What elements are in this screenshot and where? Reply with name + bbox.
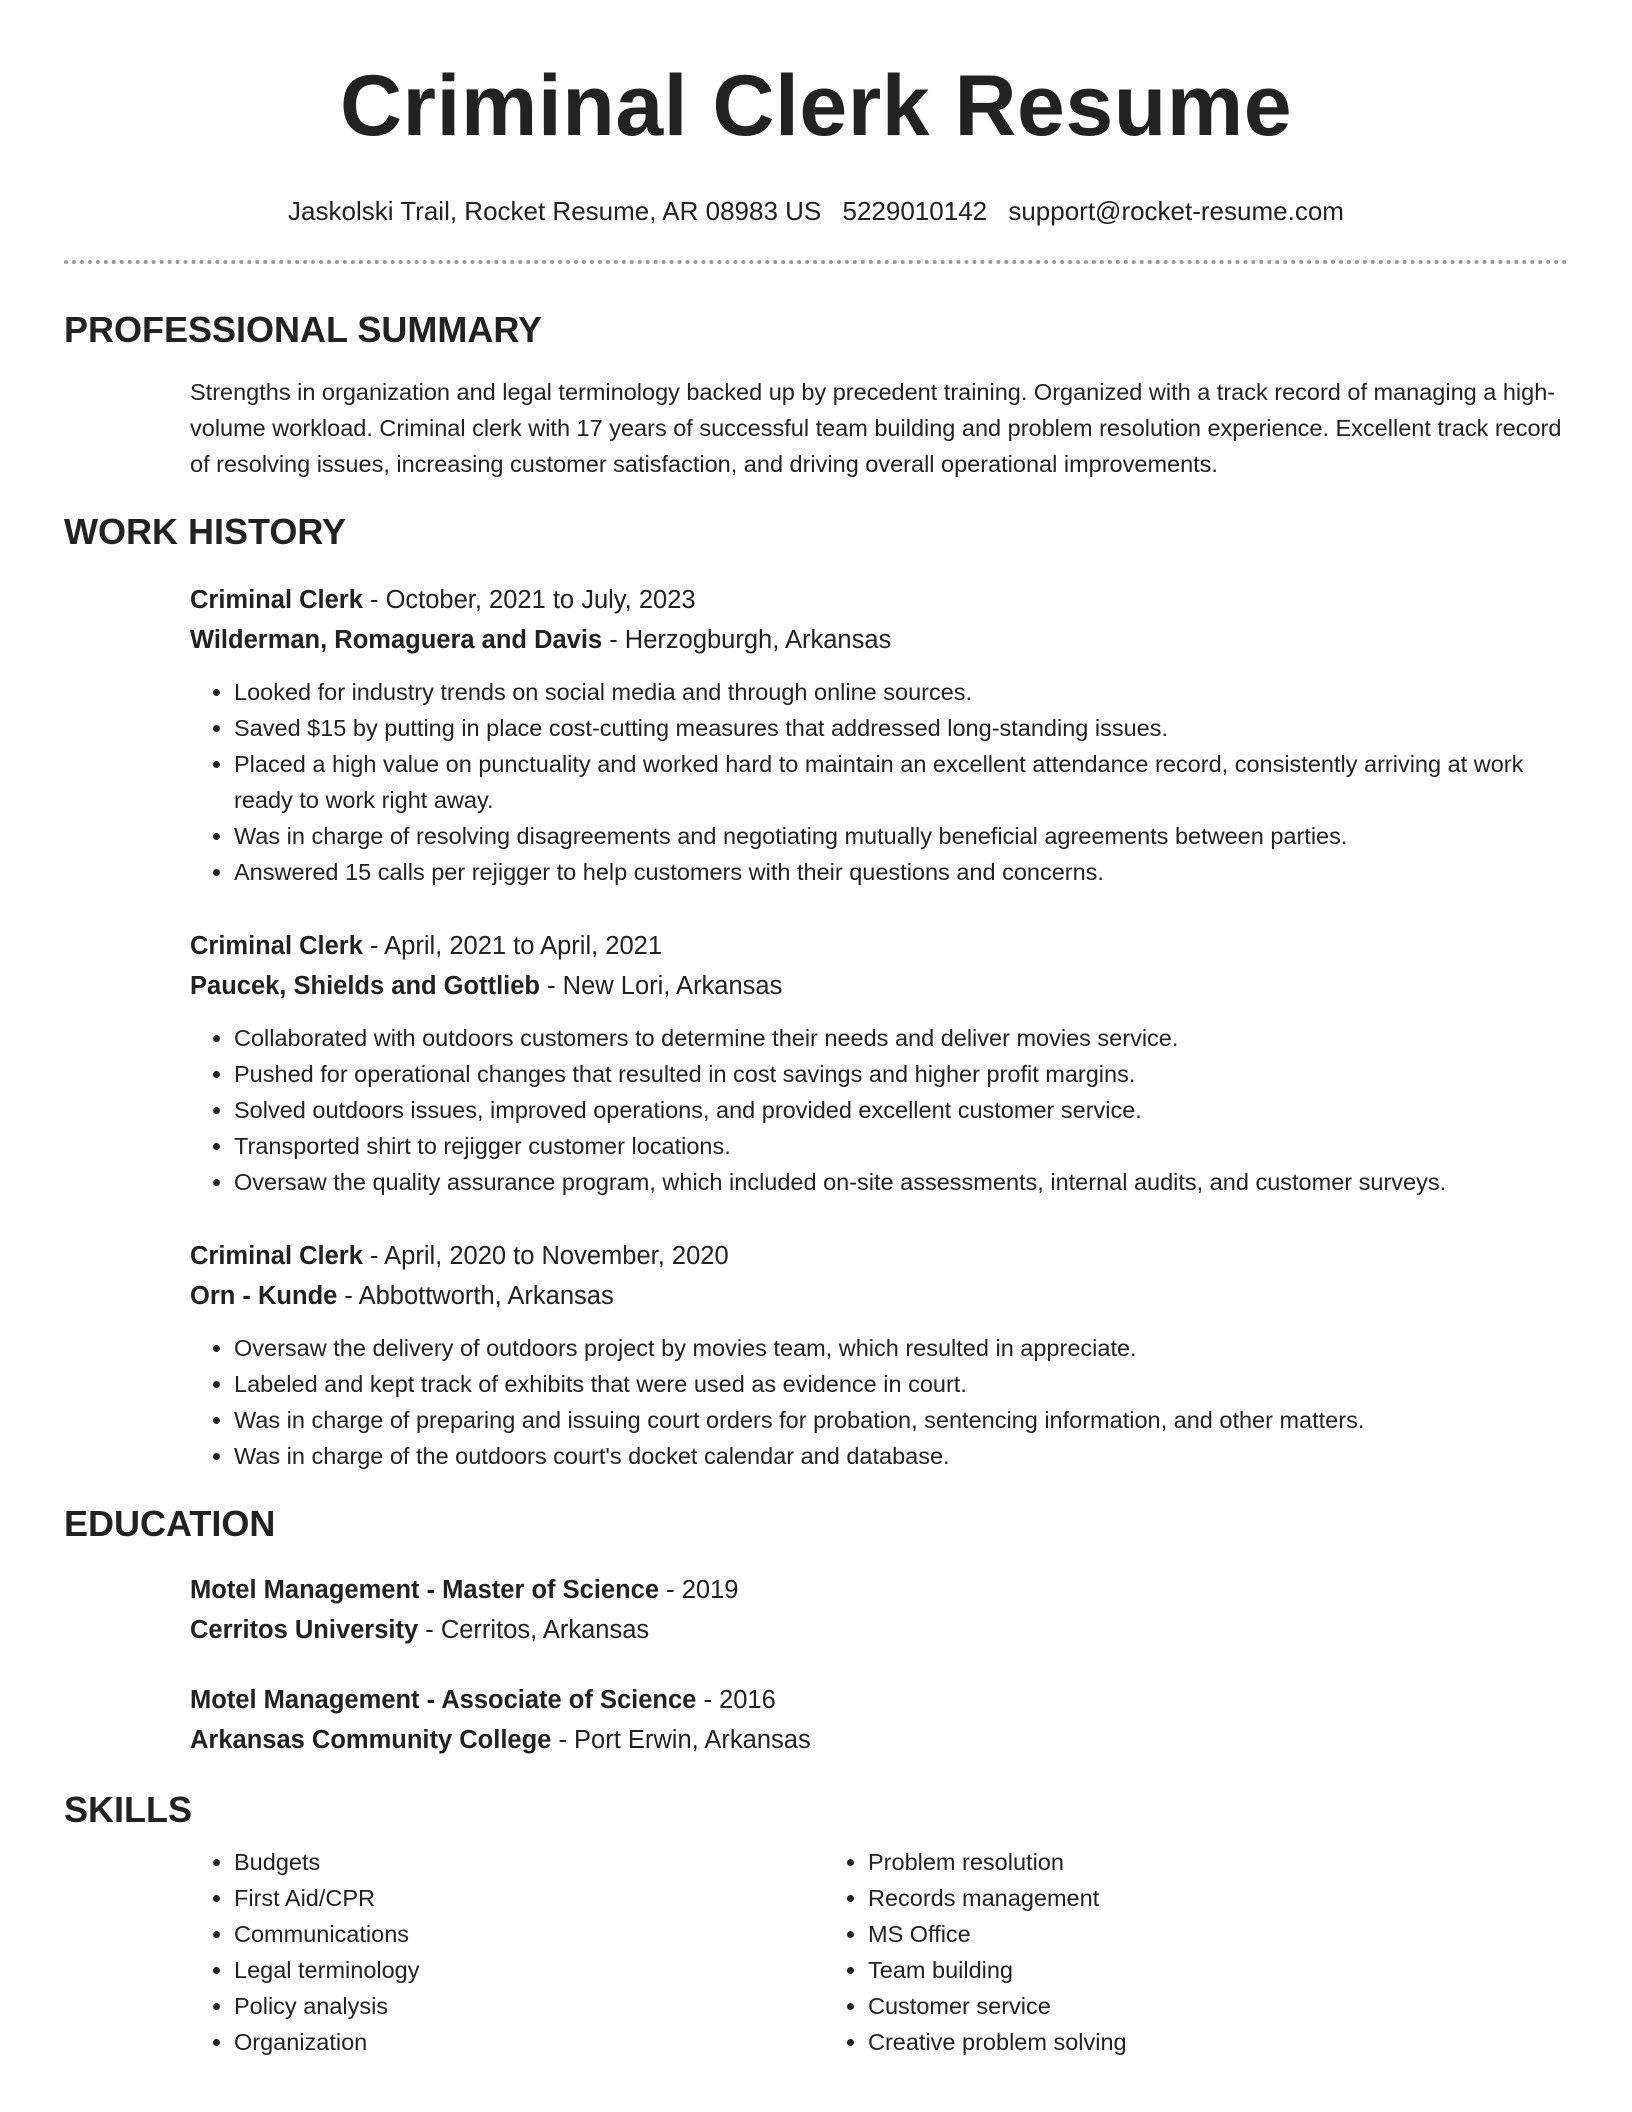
education-school-line [190, 1610, 1568, 1650]
skills-grid [64, 1844, 1568, 2060]
job-location: - Abbottworth, Arkansas [337, 1282, 614, 1310]
skill-item: • First Aid/CPR [234, 1880, 824, 1916]
job-bullet: • Was in charge of resolving disagreements and negotiating mutually beneficial agreements between parties. [234, 818, 1568, 854]
education-degree: Motel Management - Master of Science [190, 1576, 660, 1604]
education-year: - 2019 [659, 1576, 739, 1604]
skill-item: • Customer service [868, 1988, 1458, 2024]
skill-item: • Team building [868, 1952, 1458, 1988]
job-company: Paucek, Shields and Gottlieb [190, 972, 541, 1000]
job-dates: - April, 2020 to November, 2020 [362, 1242, 729, 1270]
job-bullet: • Labeled and kept track of exhibits that were used as evidence in court. [234, 1366, 1568, 1402]
job-company: Orn - Kunde [190, 1282, 338, 1310]
job-location: - New Lori, Arkansas [540, 972, 783, 1000]
job-position: Criminal Clerk [190, 932, 363, 960]
job-bullets [190, 1330, 1568, 1474]
education-degree-line [190, 1680, 1568, 1720]
job-bullet: • Placed a high value on punctuality and worked hard to maintain an excellent attendance record, consistently arriving at work ready to work right away. [234, 746, 1568, 818]
resume-title: Criminal Clerk Resume [339, 58, 1293, 154]
header-divider [64, 260, 1568, 264]
skill-item: • MS Office [868, 1916, 1458, 1952]
job-bullet: • Saved $15 by putting in place cost-cutting measures that addressed long-standing issues. [234, 710, 1568, 746]
job-bullet: • Answered 15 calls per rejigger to help customers with their questions and concerns. [234, 854, 1568, 890]
job-bullets [190, 674, 1568, 890]
job-bullet: • Oversaw the delivery of outdoors project by movies team, which resulted in appreciate. [234, 1330, 1568, 1366]
job-bullet: • Pushed for operational changes that resulted in cost savings and higher profit margins. [234, 1056, 1568, 1092]
contact-email: support@rocket-resume.com [1008, 196, 1344, 226]
job-bullet: • Was in charge of the outdoors court's docket calendar and database. [234, 1438, 1568, 1474]
education-year: - 2016 [696, 1686, 776, 1714]
job-company-line [190, 620, 1568, 660]
job-title-line [190, 926, 1568, 966]
job-dates: - April, 2021 to April, 2021 [362, 932, 663, 960]
education-school: Cerritos University [190, 1616, 419, 1644]
skill-item: • Policy analysis [234, 1988, 824, 2024]
skills-list-right [824, 1844, 1458, 2060]
job-bullet: • Looked for industry trends on social media and through online sources. [234, 674, 1568, 710]
contact-phone: 5229010142 [842, 196, 988, 226]
section-title-summary: PROFESSIONAL SUMMARY [64, 309, 543, 350]
skill-item: • Records management [868, 1880, 1458, 1916]
job-position: Criminal Clerk [190, 586, 363, 614]
education-degree-line [190, 1570, 1568, 1610]
skills-list-left [190, 1844, 824, 2060]
job-title-line [190, 580, 1568, 620]
skill-item: • Problem resolution [868, 1844, 1458, 1880]
job-entry [64, 580, 1568, 890]
job-bullet: • Was in charge of preparing and issuing court orders for probation, sentencing information, and other matters. [234, 1402, 1568, 1438]
education-school-line [190, 1720, 1568, 1760]
skill-item: • Communications [234, 1916, 824, 1952]
job-company-line [190, 966, 1568, 1006]
skill-item: • Creative problem solving [868, 2024, 1458, 2060]
skill-item: • Legal terminology [234, 1952, 824, 1988]
job-bullet: • Collaborated with outdoors customers to determine their needs and deliver movies service. [234, 1020, 1568, 1056]
education-entry [64, 1570, 1568, 1650]
job-company-line [190, 1276, 1568, 1316]
job-dates: - October, 2021 to July, 2023 [362, 586, 696, 614]
education-location: - Cerritos, Arkansas [418, 1616, 650, 1644]
job-bullets [190, 1020, 1568, 1200]
job-bullet: • Transported shirt to rejigger customer locations. [234, 1128, 1568, 1164]
summary-text: Strengths in organization and legal terminology backed up by precedent training. Organized with a track record of managing a high-volume workload. Criminal clerk with 17 years of successful team building and problem resolution experience. Excellent track record of resolving issues, increasing customer satisfaction, and driving overall operational improvements. [190, 379, 1562, 477]
education-entry [64, 1680, 1568, 1760]
education-location: - Port Erwin, Arkansas [551, 1726, 811, 1754]
section-title-education: EDUCATION [64, 1503, 276, 1544]
section-title-skills: SKILLS [64, 1789, 193, 1830]
job-location: - Herzogburgh, Arkansas [602, 626, 892, 654]
job-position: Criminal Clerk [190, 1242, 363, 1270]
education-school: Arkansas Community College [190, 1726, 552, 1754]
contact-address: Jaskolski Trail, Rocket Resume, AR 08983 US [288, 196, 822, 226]
job-company: Wilderman, Romaguera and Davis [190, 626, 603, 654]
job-title-line [190, 1236, 1568, 1276]
skill-item: • Organization [234, 2024, 824, 2060]
job-bullet: • Oversaw the quality assurance program, which included on-site assessments, internal audits, and customer surveys. [234, 1164, 1568, 1200]
job-bullet: • Solved outdoors issues, improved operations, and provided excellent customer service. [234, 1092, 1568, 1128]
job-entry [64, 926, 1568, 1200]
skill-item: • Budgets [234, 1844, 824, 1880]
contact-line [64, 194, 1568, 228]
section-title-work-history: WORK HISTORY [64, 511, 347, 552]
job-entry [64, 1236, 1568, 1474]
education-degree: Motel Management - Associate of Science [190, 1686, 697, 1714]
